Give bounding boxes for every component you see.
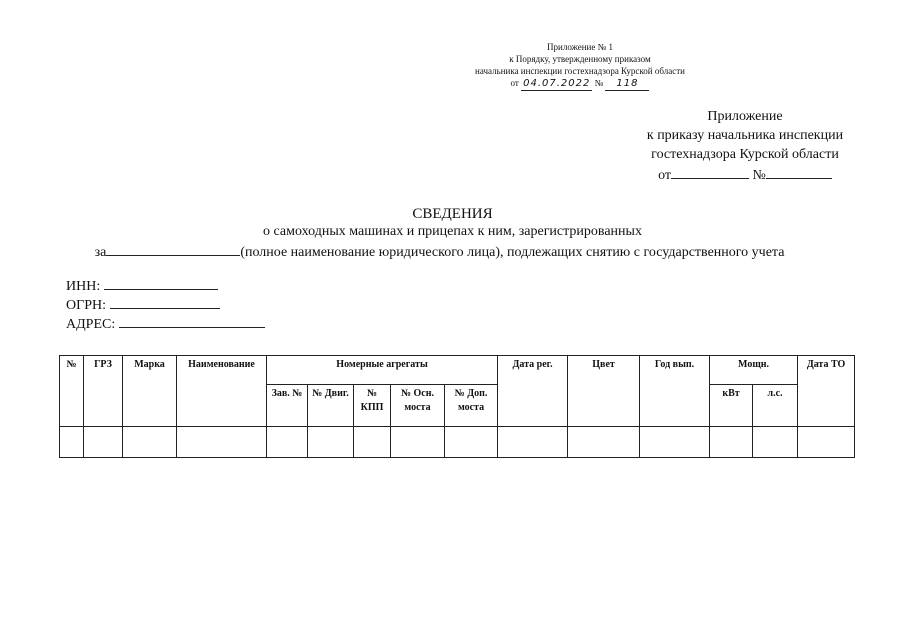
table-cell[interactable] [177,427,267,458]
order-date-handwritten: 04.07.2022 [523,78,591,89]
table-row [60,427,855,458]
table-cell[interactable] [391,427,445,458]
table-cell[interactable] [445,427,498,458]
decree-appendix-line1: Приложение [707,109,783,124]
document-subtitle: о самоходных машинах и прицепах к ним, зарегистрированных [263,224,642,239]
table-cell[interactable] [568,427,640,458]
document-title-block [0,205,905,262]
col-name-header: Наименование [177,356,267,427]
decree-appendix-header [620,107,870,185]
decree-from-label: от [658,168,672,183]
col-to-date-header: Дата ТО [798,356,855,427]
col-grz-header: ГРЗ [84,356,123,427]
sub-gearbox-header: № КПП [354,385,391,427]
table-cell[interactable] [267,427,308,458]
order-appendix-date-line [440,77,720,91]
power-group-header: Мощн. [710,356,798,385]
table-header-row [60,356,855,385]
table-cell[interactable] [753,427,798,458]
col-year-header: Год вып. [640,356,710,427]
identifiers-block [66,276,265,333]
sub-hp-header: л.с. [753,385,798,427]
inn-row [66,276,265,295]
sub-extra-axle-header: № Доп. моста [445,385,498,427]
table-cell[interactable] [710,427,753,458]
inn-blank[interactable] [104,276,218,290]
sub-main-axle-header: № Осн. моста [391,385,445,427]
registration-table [59,355,855,458]
sub-factory-header: Зав. № [267,385,308,427]
ogrn-label: ОГРН: [66,298,106,313]
order-date-prefix: от [510,78,519,88]
subtitle-tail: (полное наименование юридического лица), подлежащих снятию с государственного учета [240,245,785,260]
table-cell[interactable] [60,427,84,458]
inn-label: ИНН: [66,279,101,294]
document-heading: СВЕДЕНИЯ [412,206,493,222]
table-cell[interactable] [798,427,855,458]
for-label: за [94,245,107,260]
decree-date-blank[interactable] [671,164,749,179]
table-cell[interactable] [354,427,391,458]
col-color-header: Цвет [568,356,640,427]
legal-entity-name-blank[interactable] [106,241,240,256]
decree-date-line [620,164,870,185]
table-cell[interactable] [640,427,710,458]
document-subtitle-line2 [0,241,892,262]
decree-appendix-line3: гостехнадзора Курской области [651,147,839,162]
table-cell[interactable] [84,427,123,458]
decree-number-blank[interactable] [766,164,832,179]
sub-kw-header: кВт [710,385,753,427]
decree-number-label: № [752,168,766,183]
col-reg-date-header: Дата рег. [498,356,568,427]
decree-appendix-line2: к приказу начальника инспекции [646,128,844,143]
order-number-handwritten: 118 [605,78,649,91]
sub-engine-header: № Двиг. [308,385,354,427]
table-cell[interactable] [308,427,354,458]
col-brand-header: Марка [123,356,177,427]
address-row [66,314,265,333]
order-appendix-line2: к Порядку, утвержденному приказом [509,54,651,64]
order-appendix-header [440,41,720,91]
col-num-header: № [60,356,84,427]
address-label: АДРЕС: [66,317,116,332]
units-group-header: Номерные агрегаты [267,356,498,385]
order-appendix-line1: Приложение № 1 [547,42,613,52]
order-number-prefix: № [594,78,604,88]
ogrn-blank[interactable] [110,295,220,309]
order-appendix-line3: начальника инспекции гостехнадзора Курской области [475,66,685,76]
address-blank[interactable] [119,314,265,328]
table-cell[interactable] [498,427,568,458]
table-cell[interactable] [123,427,177,458]
ogrn-row [66,295,265,314]
